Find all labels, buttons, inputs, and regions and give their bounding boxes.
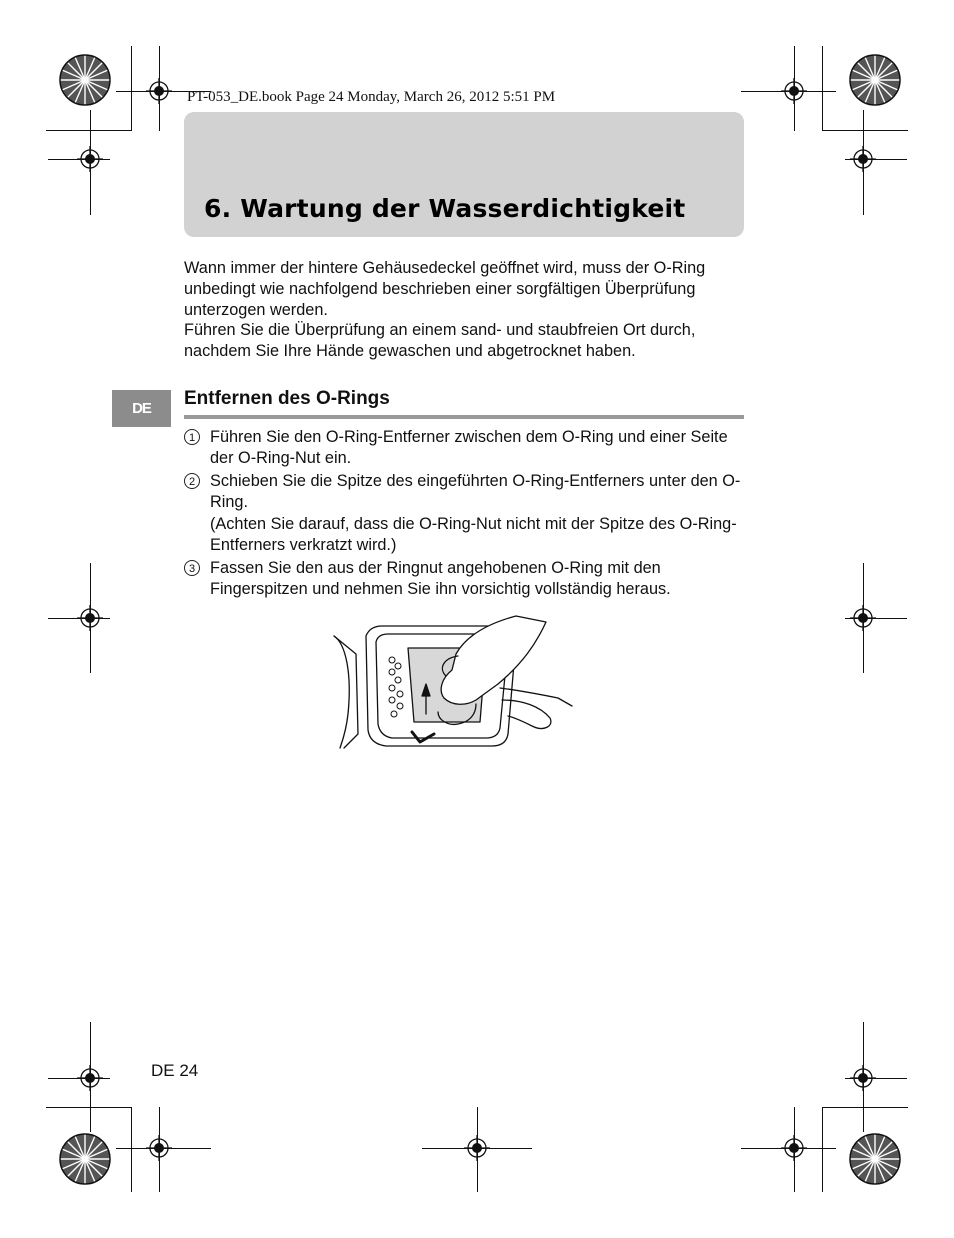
print-header-line: PT-053_DE.book Page 24 Monday, March 26, 2012 5:51 PM	[187, 89, 556, 105]
intro-text	[184, 258, 754, 362]
list-item	[184, 471, 754, 556]
section-title: Entfernen des O-Rings	[184, 388, 744, 419]
language-tab: DE	[112, 390, 171, 427]
intro-paragraph: Wann immer der hintere Gehäusedeckel geöffnet wird, muss der O-Ring unbedingt wie nachfolgend beschrieben einer sorgfältigen Überprüfung unterzogen werden.	[184, 259, 706, 319]
step-number: 3	[184, 560, 200, 576]
step-text: Schieben Sie die Spitze des eingeführten O-Ring-Entferners unter den O-Ring.	[210, 472, 741, 512]
step-number: 2	[184, 473, 200, 489]
chapter-title-box	[184, 112, 744, 237]
radial-star-target-icon	[849, 1133, 901, 1185]
step-list	[184, 427, 754, 602]
list-item	[184, 558, 754, 601]
intro-paragraph: Führen Sie die Überprüfung an einem sand- und staubfreien Ort durch, nachdem Sie Ihre Hände gewaschen und abgetrocknet haben.	[184, 321, 696, 361]
o-ring-removal-illustration	[326, 614, 576, 750]
chapter-title: 6. Wartung der Wasserdichtigkeit	[204, 194, 686, 223]
radial-star-target-icon	[59, 54, 111, 106]
step-note: (Achten Sie darauf, dass die O-Ring-Nut nicht mit der Spitze des O-Ring-Entferners verkratzt wird.)	[210, 514, 737, 554]
list-item	[184, 427, 754, 470]
radial-star-target-icon	[59, 1133, 111, 1185]
step-number: 1	[184, 429, 200, 445]
step-text: Führen Sie den O-Ring-Entferner zwischen dem O-Ring und einer Seite der O-Ring-Nut ein.	[210, 428, 728, 468]
step-text: Fassen Sie den aus der Ringnut angehobenen O-Ring mit den Fingerspitzen und nehmen Sie ihn vorsichtig vollständig heraus.	[210, 558, 671, 599]
radial-star-target-icon	[849, 54, 901, 106]
page-number: DE 24	[151, 1061, 199, 1080]
